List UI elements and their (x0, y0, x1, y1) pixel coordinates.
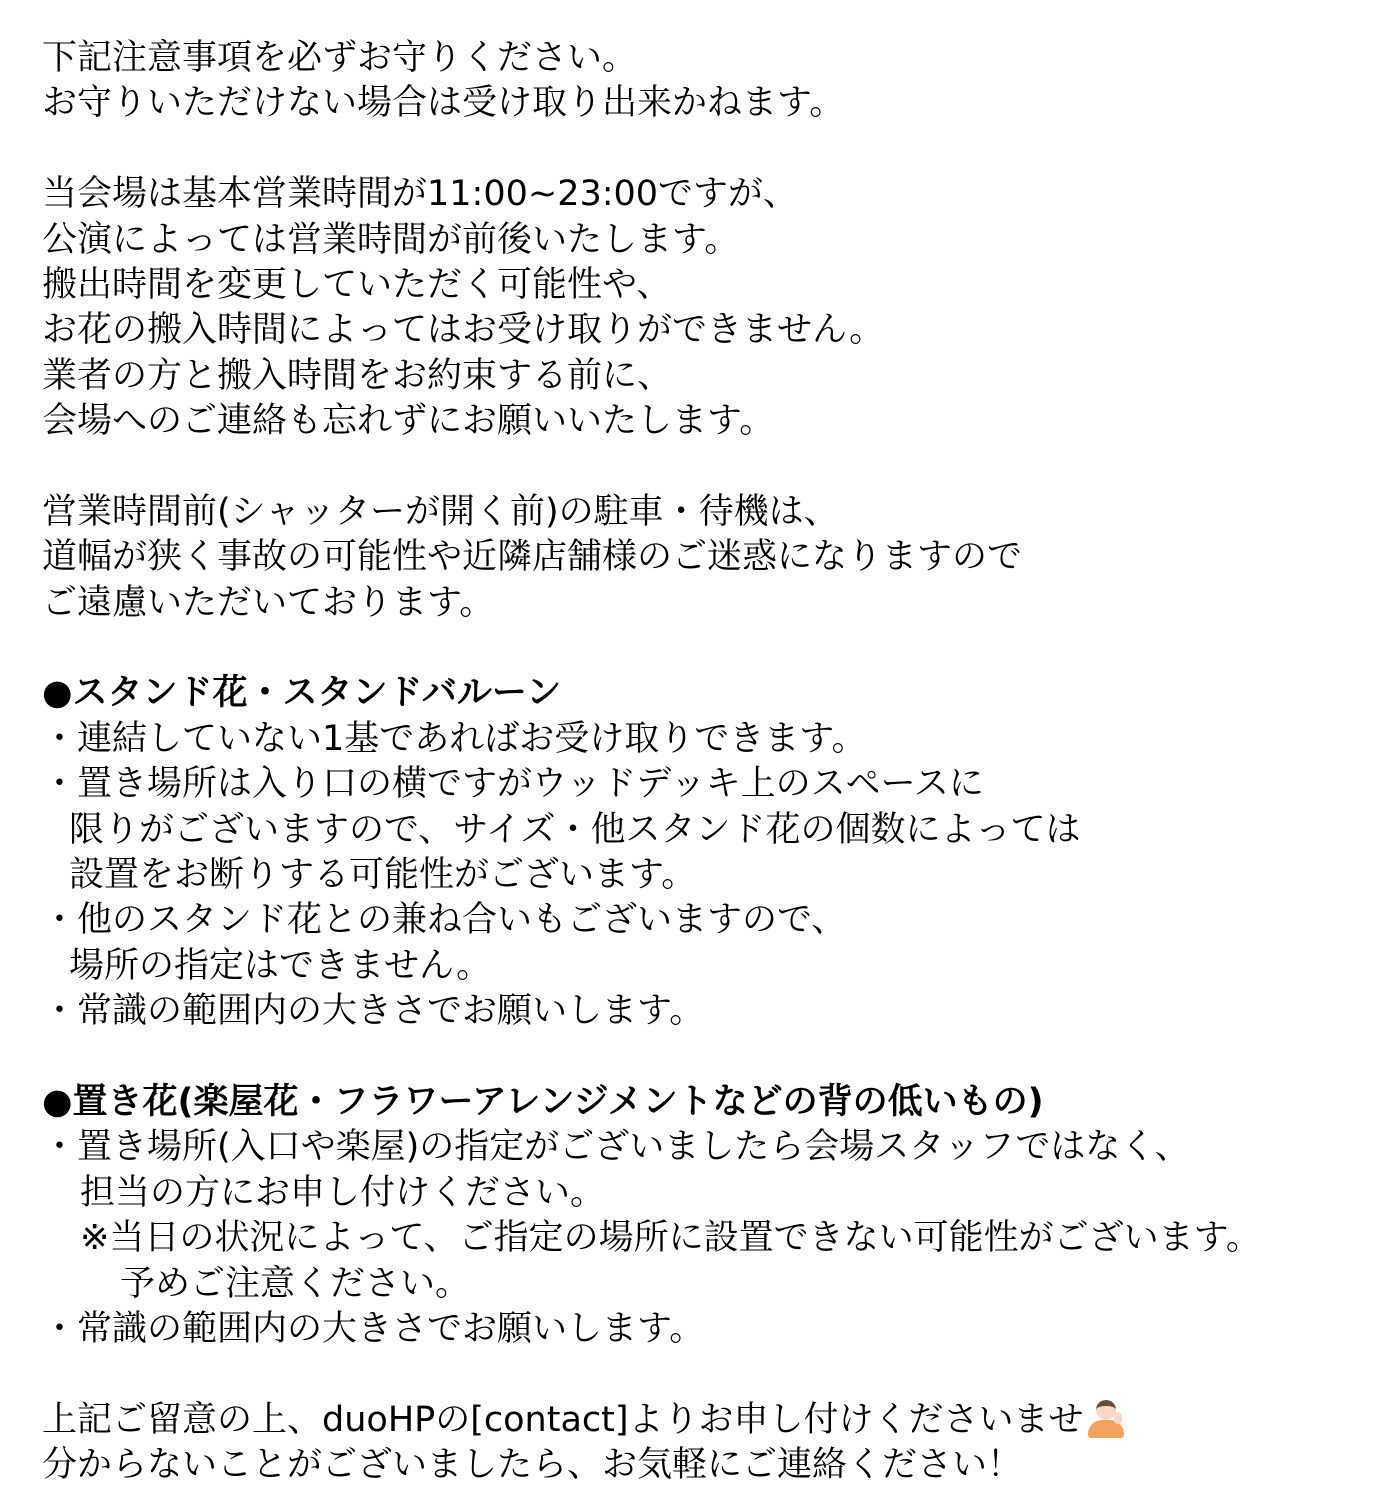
hours-line: 搬出時間を変更していただく可能性や、 (42, 264, 672, 305)
closing-text: 上記ご留意の上、duoHPの[contact]よりお申し付けくださいませ (42, 1399, 1084, 1440)
closing-section (42, 1398, 1400, 1489)
paragraph-gap (42, 1035, 1400, 1080)
intro-section (42, 36, 1400, 127)
stand-flowers-section (42, 671, 1400, 1034)
hours-line: お花の搬入時間によってはお受け取りができません。 (42, 310, 885, 351)
stand-flowers-item-continuation: 限りがございますので、サイズ・他スタンド花の個数によっては (69, 809, 1081, 850)
notice-document (42, 36, 1400, 1489)
stand-flowers-item: ・連結していない1基であればお受け取りできます。 (42, 718, 867, 759)
parking-line: ご遠慮いただいております。 (42, 582, 495, 623)
stand-flowers-item: ・置き場所は入り口の横ですがウッドデッキ上のスペースに (42, 764, 984, 805)
person-tipping-hand-icon (1086, 1398, 1126, 1438)
closing-line: 分からないことがございましたら、お気軽にご連絡ください！ (42, 1445, 1023, 1486)
stand-flowers-item-continuation: 場所の指定はできません。 (69, 945, 492, 986)
paragraph-gap (42, 127, 1400, 172)
placed-flowers-item-continuation: 担当の方にお申し付けください。 (80, 1172, 606, 1213)
placed-flowers-heading: ●置き花(楽屋花・フラワーアレンジメントなどの背の低いもの) (42, 1081, 1044, 1122)
closing-line-with-emoji (42, 1398, 1400, 1443)
stand-flowers-item: ・常識の範囲内の大きさでお願いします。 (42, 991, 705, 1032)
parking-section (42, 490, 1400, 626)
hours-line: 当会場は基本営業時間が11:00~23:00ですが、 (42, 174, 799, 215)
hours-line: 公演によっては営業時間が前後いたします。 (42, 219, 740, 260)
placed-flowers-item: ・置き場所(入口や楽屋)の指定がございましたら会場スタッフではなく、 (42, 1127, 1190, 1168)
stand-flowers-heading: ●スタンド花・スタンドバルーン (42, 673, 562, 714)
parking-line: 営業時間前(シャッターが開く前)の駐車・待機は、 (42, 491, 839, 532)
paragraph-gap (42, 1352, 1400, 1397)
paragraph-gap (42, 626, 1400, 671)
intro-line: お守りいただけない場合は受け取り出来かねます。 (42, 83, 845, 124)
parking-line: 道幅が狭く事故の可能性や近隣店舗様のご迷惑になりますので (42, 537, 1023, 578)
intro-line: 下記注意事項を必ずお守りください。 (42, 38, 638, 78)
hours-line: 業者の方と搬入時間をお約束する前に、 (42, 355, 673, 396)
placed-flowers-section (42, 1080, 1400, 1352)
stand-flowers-item-continuation: 設置をお断りする可能性がございます。 (69, 855, 697, 896)
placed-flowers-note-continuation: 予めご注意ください。 (120, 1263, 471, 1304)
placed-flowers-item: ・常識の範囲内の大きさでお願いします。 (42, 1308, 705, 1349)
paragraph-gap (42, 445, 1400, 490)
placed-flowers-note: ※当日の状況によって、ご指定の場所に設置できない可能性がございます。 (80, 1218, 1261, 1259)
hours-section (42, 172, 1400, 444)
hours-line: 会場へのご連絡も忘れずにお願いいたします。 (42, 401, 775, 442)
stand-flowers-item: ・他のスタンド花との兼ね合いもございますので、 (42, 900, 847, 941)
